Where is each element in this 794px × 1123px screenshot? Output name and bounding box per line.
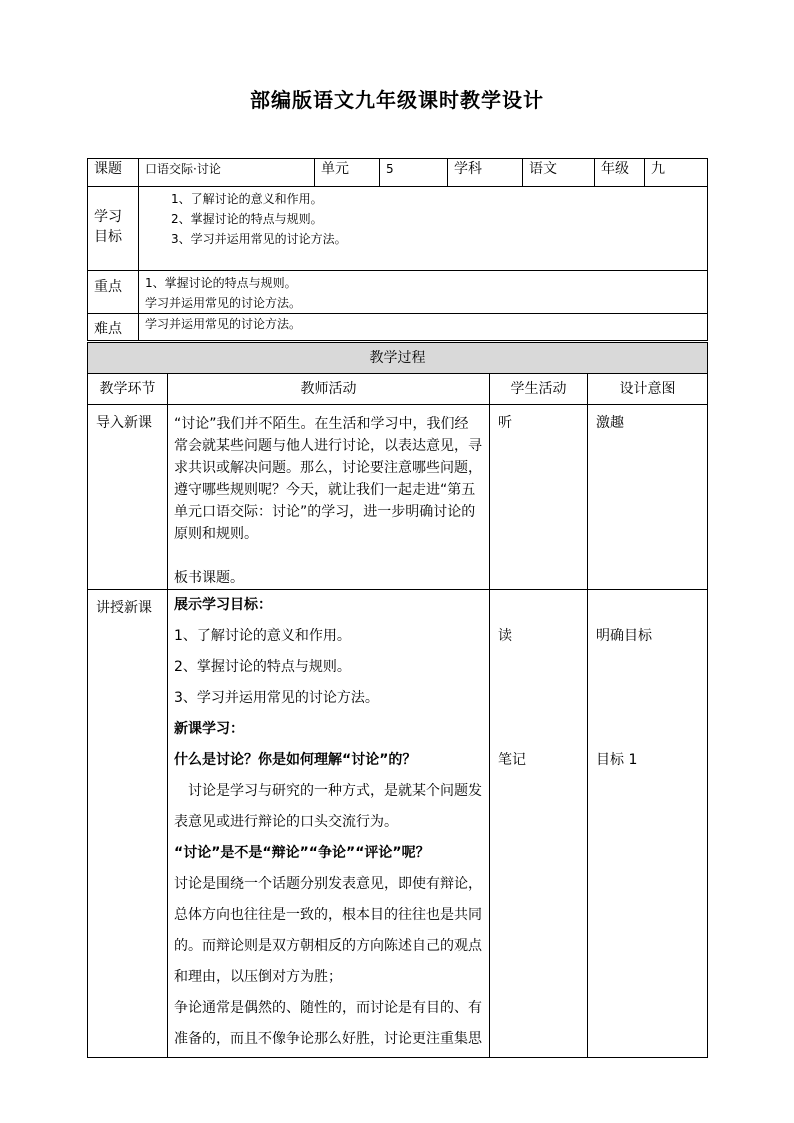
intro-teacher-activity — [168, 405, 490, 590]
lesson-info-table — [87, 158, 708, 341]
lesson-line: 什么是讨论？你是如何理解“讨论”的？ — [174, 752, 417, 768]
lesson-student-activity — [490, 590, 588, 1058]
col-student-header: 学生活动 — [490, 374, 588, 405]
process-header: 教学过程 — [88, 343, 708, 374]
lesson-line: 讨论是学习与研究的一种方式，是就某个问题发 — [174, 783, 482, 799]
grade-value: 九 — [645, 159, 708, 187]
teaching-process-table — [87, 342, 708, 1058]
intro-line: 原则和规则。 — [174, 526, 258, 542]
lesson-line: 3、学习并运用常见的讨论方法。 — [174, 690, 379, 706]
col-teacher-header: 教师活动 — [168, 374, 490, 405]
student-notes: 笔记 — [498, 752, 526, 768]
key-point: 1、掌握讨论的特点与规则。 — [145, 276, 297, 290]
intro-line: “讨论”我们并不陌生。在生活和学习中，我们经 — [174, 416, 469, 432]
key-point: 学习并运用常见的讨论方法。 — [145, 296, 302, 310]
difficulty-value: 学习并运用常见的讨论方法。 — [139, 314, 708, 341]
board-note: 板书课题。 — [174, 570, 244, 586]
lesson-line: 争论通常是偶然的、随性的，而讨论是有目的、有 — [174, 1000, 482, 1016]
intro-stage: 导入新课 — [88, 405, 168, 590]
topic-value: 口语交际·讨论 — [139, 159, 315, 187]
intro-line: 遵守哪些规则呢？今天，就让我们一起走进“第五 — [174, 482, 476, 498]
intro-line: 求共识或解决问题。那么，讨论要注意哪些问题， — [174, 460, 482, 476]
col-intent-header: 设计意图 — [588, 374, 708, 405]
subject-label: 学科 — [448, 159, 523, 187]
difficulty-label: 难点 — [88, 314, 139, 341]
intro-student-activity: 听 — [490, 405, 588, 590]
lesson-line: 准备的，而且不像争论那么好胜，讨论更注重集思 — [174, 1031, 482, 1047]
student-read: 读 — [498, 628, 512, 644]
page-title: 部编版语文九年级课时教学设计 — [250, 88, 544, 112]
topic-label: 课题 — [88, 159, 139, 187]
goals-label: 学习 目标 — [88, 187, 139, 271]
lesson-stage: 讲授新课 — [88, 590, 168, 1058]
lesson-line: 讨论是围绕一个话题分别发表意见，即使有辩论， — [174, 876, 482, 892]
intent-goal: 明确目标 — [596, 628, 652, 644]
lesson-line: 表意见或进行辩论的口头交流行为。 — [174, 814, 398, 830]
lesson-line: 1、了解讨论的意义和作用。 — [174, 628, 351, 644]
lesson-line: 2、掌握讨论的特点与规则。 — [174, 659, 351, 675]
lesson-intent — [588, 590, 708, 1058]
intro-line: 单元口语交际：讨论”的学习，进一步明确讨论的 — [174, 504, 476, 520]
goals-list — [139, 187, 708, 271]
lesson-lines — [174, 590, 483, 1055]
lesson-line: 总体方向也往往是一致的，根本目的往往也是共同 — [174, 907, 482, 923]
lesson-line: 展示学习目标： — [174, 597, 272, 613]
lesson-line: 新课学习： — [174, 721, 244, 737]
unit-label: 单元 — [315, 159, 380, 187]
key-label: 重点 — [88, 271, 139, 314]
subject-value: 语文 — [523, 159, 595, 187]
unit-value: 5 — [380, 159, 448, 187]
lesson-line: 的。而辩论则是双方朝相反的方向陈述自己的观点 — [174, 938, 482, 954]
intro-intent: 激趣 — [588, 405, 708, 590]
lesson-line: “讨论”是不是“辩论”“争论”“评论”呢？ — [174, 845, 430, 861]
col-stage-header: 教学环节 — [88, 374, 168, 405]
lesson-teacher-activity — [168, 590, 490, 1058]
intro-line: 常会就某些问题与他人进行讨论，以表达意见，寻 — [174, 438, 482, 454]
intent-target: 目标 1 — [596, 752, 638, 768]
goal-item: 1、了解讨论的意义和作用。 — [171, 192, 323, 206]
grade-label: 年级 — [595, 159, 645, 187]
key-points — [139, 271, 708, 314]
goal-item: 2、掌握讨论的特点与规则。 — [171, 212, 323, 226]
goal-item: 3、学习并运用常见的讨论方法。 — [171, 232, 347, 246]
lesson-line: 和理由，以压倒对方为胜； — [174, 969, 342, 985]
